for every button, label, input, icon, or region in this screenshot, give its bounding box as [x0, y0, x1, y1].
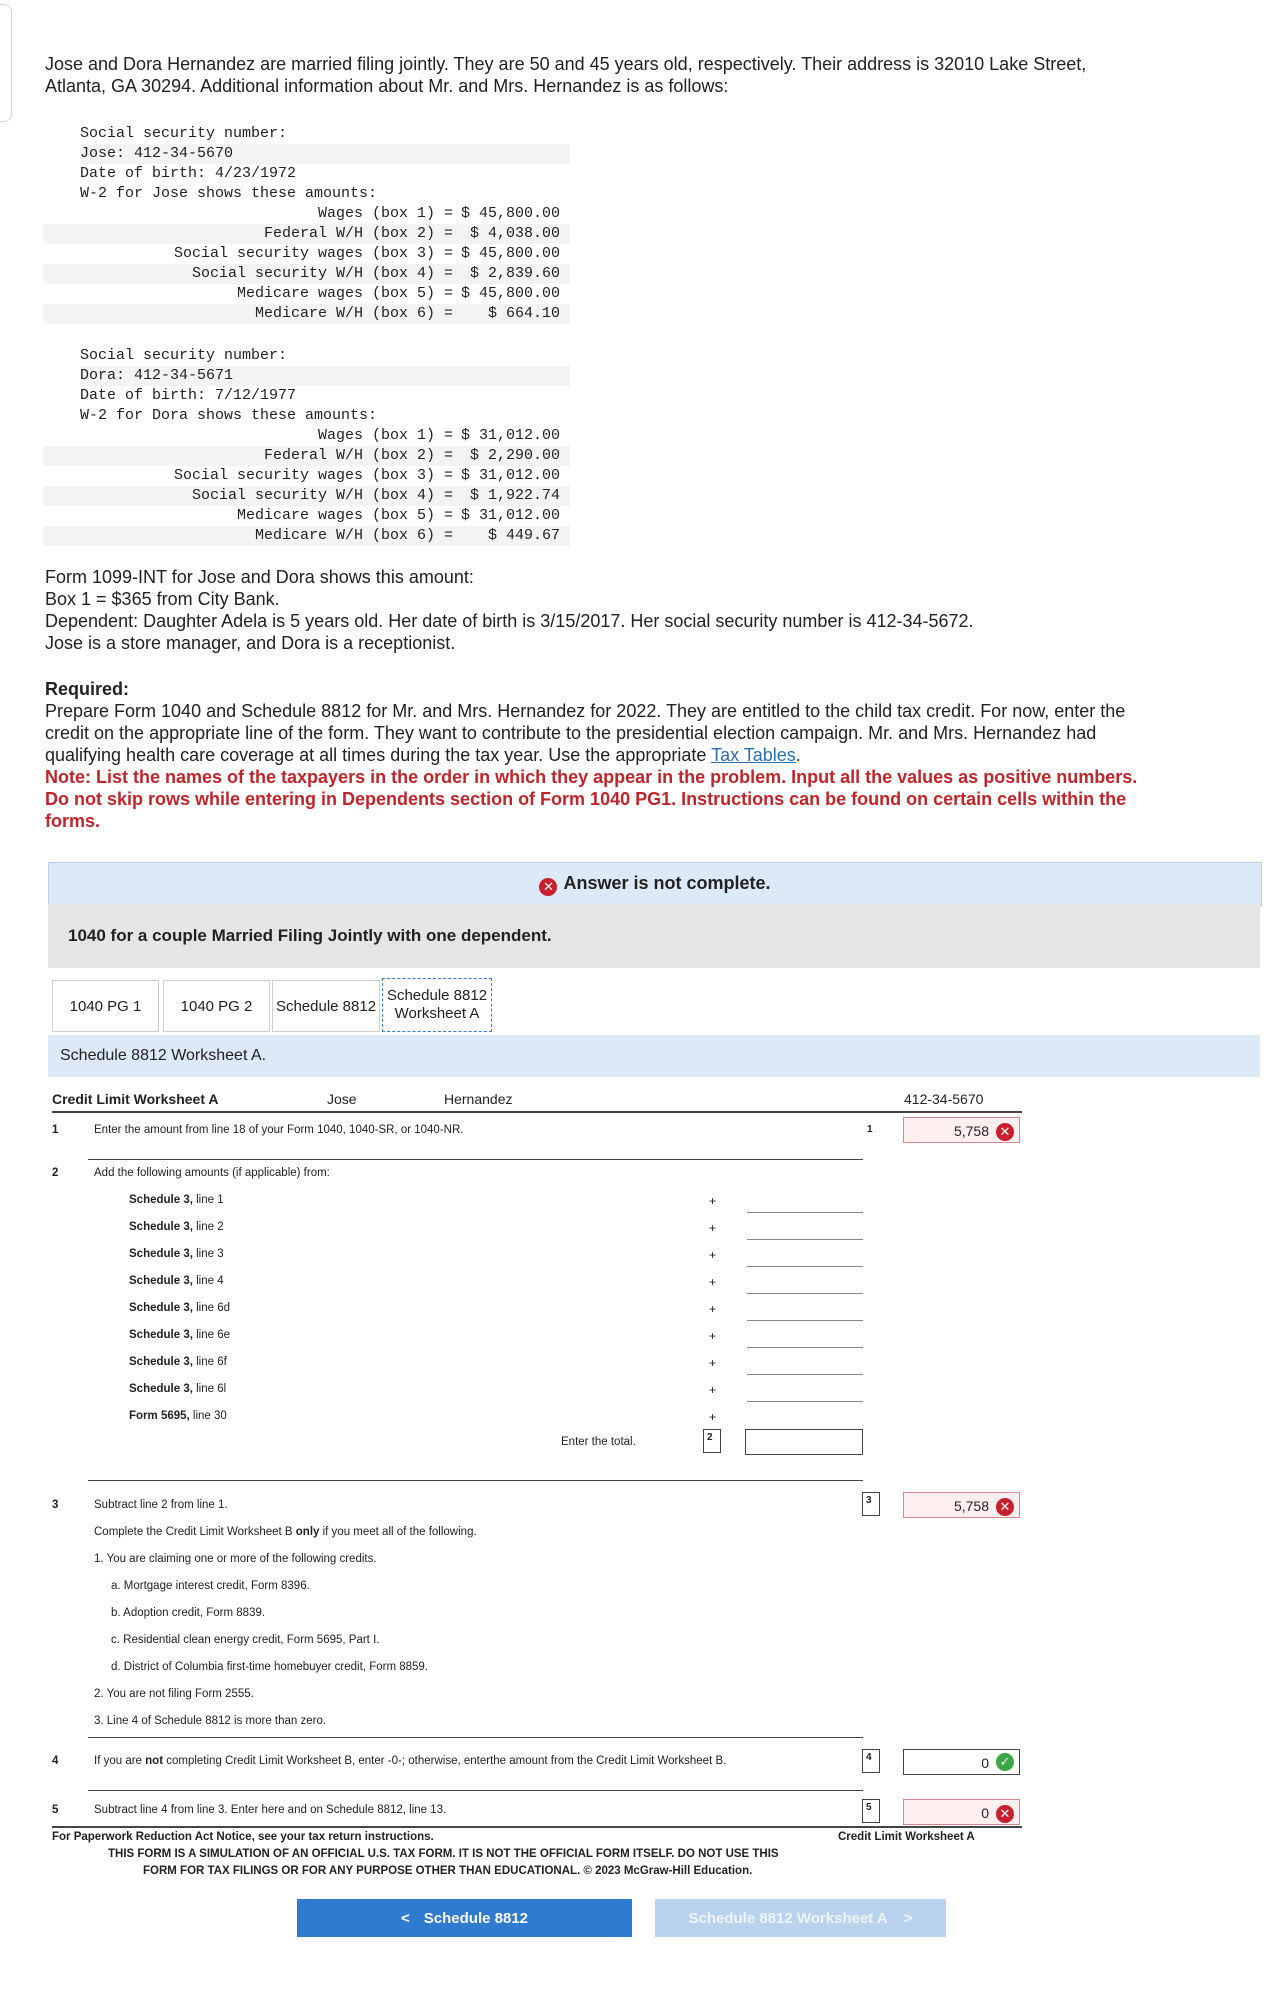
- schedule-item-input[interactable]: [747, 1347, 863, 1348]
- worksheet-ssn: 412-34-5670: [904, 1091, 984, 1107]
- left-edge-tab: [0, 4, 12, 122]
- line3-input[interactable]: [903, 1492, 1020, 1518]
- w2-row: [44, 486, 570, 506]
- line4-pre: If you are: [94, 1755, 146, 1767]
- dora-ssn: Dora: 412-34-5671: [80, 366, 570, 386]
- line2-number: 2: [52, 1167, 59, 1179]
- plus-sign: +: [709, 1194, 717, 1208]
- next-button-label: Schedule 8812 Worksheet A: [688, 1910, 888, 1927]
- schedule-item-line: line 2: [192, 1221, 224, 1233]
- header-rule: [52, 1111, 1022, 1113]
- check-circle-icon: ✓: [996, 1753, 1014, 1771]
- w2-amount: $ 664.10: [487, 305, 560, 322]
- section-bar: [48, 1035, 1260, 1077]
- w2-label: Social security wages (box 3) =: [173, 245, 453, 262]
- schedule-item-input[interactable]: [747, 1266, 863, 1267]
- schedule-item-input[interactable]: [747, 1239, 863, 1240]
- w2-amount: $ 31,012.00: [460, 427, 560, 444]
- line5-input[interactable]: [903, 1799, 1020, 1825]
- plus-sign: +: [709, 1329, 717, 1343]
- worksheet-b-post: if you meet all of the following.: [319, 1526, 477, 1538]
- schedule-item: [129, 1383, 226, 1395]
- line4-rule: [88, 1790, 863, 1791]
- w2-row: [44, 426, 570, 446]
- dependent-line: Dependent: Daughter Adela is 5 years old. Her date of birth is 3/15/2017. Her social security number is 412-34-5672.: [45, 611, 974, 631]
- x-circle-icon: ✕: [996, 1498, 1014, 1516]
- line2-total-input[interactable]: [745, 1429, 863, 1455]
- schedule-item-line: line 6d: [192, 1302, 231, 1314]
- schedule-item-line: line 1: [192, 1194, 224, 1206]
- w2-row: [44, 304, 570, 324]
- enter-total-label: Enter the total.: [561, 1436, 636, 1448]
- required-heading: Required:: [45, 679, 130, 699]
- schedule-item-input[interactable]: [747, 1401, 863, 1402]
- plus-sign: +: [709, 1410, 717, 1424]
- disclaimer-line-1: THIS FORM IS A SIMULATION OF AN OFFICIAL U.S. TAX FORM. IT IS NOT THE OFFICIAL FORM ITSELF. DO NOT USE THIS: [108, 1848, 779, 1860]
- worksheet-b-pre: Complete the Credit Limit Worksheet B: [94, 1526, 296, 1538]
- plus-sign: +: [709, 1383, 717, 1397]
- schedule-item-line: line 30: [189, 1410, 227, 1422]
- w2-row: [44, 244, 570, 264]
- footer-rule: [52, 1826, 1022, 1828]
- line4-box-number: 4: [862, 1749, 880, 1773]
- required-body: Prepare Form 1040 and Schedule 8812 for Mr. and Mrs. Hernandez for 2022. They are entitled to the child tax credit. For now, enter the credit on the appropriate line of the form. They want to contribute to the presidential election campaign. Mr. and Mrs. Hernandez had qualifying health care coverage at all times during the tax year. Use the appropriate: [45, 701, 1126, 765]
- plus-sign: +: [709, 1302, 717, 1316]
- worksheet-b-bold: only: [295, 1526, 320, 1538]
- schedule-item: [129, 1248, 224, 1260]
- tab-schedule-8812-worksheet-a[interactable]: [382, 978, 492, 1032]
- w2-amount: $ 2,290.00: [469, 447, 560, 464]
- chevron-right-icon: >: [903, 1910, 913, 1927]
- problem-intro: Jose and Dora Hernandez are married filing jointly. They are 50 and 45 years old, respectively. Their address is 32010 Lake Street, Atlanta, GA 30294. Additional information about Mr. and Mrs. Hernandez is as follows:: [45, 54, 1087, 96]
- w2-row: [44, 506, 570, 526]
- footer-form-name: Credit Limit Worksheet A: [838, 1831, 975, 1843]
- schedule-item-form: Schedule 3,: [129, 1194, 193, 1206]
- box1-line: Box 1 = $365 from City Bank.: [45, 589, 280, 609]
- w2-row: [44, 224, 570, 244]
- w2-amount: $ 45,800.00: [460, 245, 560, 262]
- worksheet-b-instruction: [94, 1526, 477, 1538]
- schedule-item-form: Schedule 3,: [129, 1275, 193, 1287]
- jose-w2-heading: W-2 for Jose shows these amounts:: [80, 185, 378, 202]
- line3-rule: [88, 1737, 863, 1738]
- line3-text: Subtract line 2 from line 1.: [94, 1499, 228, 1511]
- line2-text: Add the following amounts (if applicable) from:: [94, 1167, 330, 1179]
- condition-1c: c. Residential clean energy credit, Form 5695, Part I.: [111, 1634, 380, 1646]
- schedule-item-input[interactable]: [747, 1212, 863, 1213]
- line5-number: 5: [52, 1804, 59, 1816]
- problem-title: 1040 for a couple Married Filing Jointly with one dependent.: [68, 926, 552, 945]
- condition-1: 1. You are claiming one or more of the following credits.: [94, 1553, 377, 1565]
- schedule-item-input[interactable]: [747, 1320, 863, 1321]
- tab-label: Schedule 8812 Worksheet A: [386, 987, 488, 1022]
- required-text: [45, 700, 1145, 766]
- w2-row: [44, 526, 570, 546]
- w2-label: Federal W/H (box 2) =: [263, 225, 453, 242]
- line1-number: 1: [52, 1124, 59, 1136]
- line4-input[interactable]: [903, 1749, 1020, 1775]
- jose-ssn-label: Social security number:: [80, 125, 288, 142]
- schedule-item-line: line 6f: [192, 1356, 227, 1368]
- line4-number: 4: [52, 1755, 59, 1767]
- line4-value: 0: [981, 1755, 989, 1771]
- w2-amount: $ 45,800.00: [460, 285, 560, 302]
- tab-schedule-8812[interactable]: [272, 980, 380, 1032]
- schedule-item-form: Schedule 3,: [129, 1248, 193, 1260]
- w2-label: Medicare W/H (box 6) =: [254, 527, 453, 544]
- tax-tables-link[interactable]: Tax Tables: [711, 745, 796, 765]
- schedule-item-line: line 6e: [192, 1329, 231, 1341]
- schedule-item: [129, 1221, 224, 1233]
- prev-button-label: Schedule 8812: [423, 1910, 528, 1927]
- schedule-item: [129, 1329, 230, 1341]
- line3-number: 3: [52, 1499, 59, 1511]
- w2-label: Wages (box 1) =: [317, 427, 453, 444]
- answer-status-bar: [48, 862, 1262, 906]
- tab-label: Schedule 8812: [275, 998, 377, 1015]
- w2-label: Social security W/H (box 4) =: [191, 487, 453, 504]
- line4-bold: not: [145, 1755, 164, 1767]
- w2-amount: $ 449.67: [487, 527, 560, 544]
- dora-w2-heading: W-2 for Dora shows these amounts:: [80, 407, 378, 424]
- w2-row: [44, 284, 570, 304]
- required-note: Note: List the names of the taxpayers in the order in which they appear in the problem. Input all the values as positive numbers. Do not skip rows while entering in Dependents section of Form 1040 PG1. Instructions can be found on certain cells within the forms.: [45, 767, 1138, 831]
- schedule-item-form: Form 5695,: [129, 1410, 190, 1422]
- worksheet-title: Credit Limit Worksheet A: [52, 1091, 219, 1107]
- jose-ssn: Jose: 412-34-5670: [80, 144, 570, 164]
- line1-rule: [88, 1159, 863, 1160]
- occupation-line: Jose is a store manager, and Dora is a receptionist.: [45, 633, 456, 653]
- line1-text: Enter the amount from line 18 of your Form 1040, 1040-SR, or 1040-NR.: [94, 1124, 464, 1136]
- tab-1040-pg2[interactable]: [163, 980, 270, 1032]
- prev-schedule-8812-button[interactable]: [297, 1899, 632, 1937]
- w2-label: Social security wages (box 3) =: [173, 467, 453, 484]
- x-circle-icon: ✕: [996, 1123, 1014, 1141]
- schedule-item: [129, 1302, 230, 1314]
- line3-box-number: 3: [862, 1492, 880, 1516]
- worksheet-last-name: Hernandez: [444, 1091, 513, 1107]
- schedule-item-line: line 6l: [192, 1383, 227, 1395]
- line2-box-number: 2: [703, 1429, 721, 1453]
- line3-value: 5,758: [953, 1498, 989, 1514]
- line2-rule: [88, 1480, 863, 1481]
- answer-status-text: Answer is not complete.: [563, 873, 771, 893]
- schedule-item-form: Schedule 3,: [129, 1302, 193, 1314]
- condition-1b: b. Adoption credit, Form 8839.: [111, 1607, 266, 1619]
- w2-amount: $ 2,839.60: [469, 265, 560, 282]
- plus-sign: +: [709, 1356, 717, 1370]
- line5-box-number: 5: [862, 1799, 880, 1823]
- w2-amount: $ 1,922.74: [469, 487, 560, 504]
- schedule-item-form: Schedule 3,: [129, 1383, 193, 1395]
- condition-1a: a. Mortgage interest credit, Form 8396.: [111, 1580, 310, 1592]
- schedule-item-line: line 3: [192, 1248, 224, 1260]
- required-period: .: [795, 745, 801, 765]
- line1-box-number: 1: [867, 1124, 873, 1135]
- tab-1040-pg1[interactable]: [52, 980, 159, 1032]
- w2-amount: $ 45,800.00: [460, 205, 560, 222]
- section-title: Schedule 8812 Worksheet A.: [60, 1047, 267, 1064]
- w2-label: Medicare W/H (box 6) =: [254, 305, 453, 322]
- worksheet-first-name: Jose: [327, 1091, 357, 1107]
- w2-amount: $ 31,012.00: [460, 467, 560, 484]
- line5-text: Subtract line 4 from line 3. Enter here and on Schedule 8812, line 13.: [94, 1804, 447, 1816]
- jose-dob: Date of birth: 4/23/1972: [80, 165, 297, 182]
- schedule-item: [129, 1356, 227, 1368]
- plus-sign: +: [709, 1275, 717, 1289]
- line5-value: 0: [981, 1805, 989, 1821]
- chevron-left-icon: <: [401, 1910, 410, 1927]
- schedule-item: [129, 1275, 224, 1287]
- w2-label: Wages (box 1) =: [317, 205, 453, 222]
- dora-ssn-label: Social security number:: [80, 347, 288, 364]
- schedule-item-input[interactable]: [747, 1293, 863, 1294]
- line4-post: completing Credit Limit Worksheet B, enter -0-; otherwise, enterthe amount from the Credit Limit Worksheet B.: [163, 1755, 727, 1767]
- condition-3: 3. Line 4 of Schedule 8812 is more than zero.: [94, 1715, 327, 1727]
- schedule-item: [129, 1410, 227, 1422]
- tab-label: 1040 PG 1: [69, 998, 142, 1015]
- condition-2: 2. You are not filing Form 2555.: [94, 1688, 254, 1700]
- w2-row: [44, 264, 570, 284]
- plus-sign: +: [709, 1248, 717, 1262]
- w2-label: Medicare wages (box 5) =: [236, 507, 453, 524]
- x-circle-icon: ✕: [539, 878, 557, 896]
- x-circle-icon: ✕: [996, 1805, 1014, 1823]
- paperwork-notice: For Paperwork Reduction Act Notice, see your tax return instructions.: [52, 1831, 434, 1843]
- line1-value: 5,758: [953, 1123, 989, 1139]
- form-1099-line: Form 1099-INT for Jose and Dora shows this amount:: [45, 567, 474, 587]
- w2-row: [44, 466, 570, 486]
- w2-amount: $ 4,038.00: [469, 225, 560, 242]
- w2-label: Medicare wages (box 5) =: [236, 285, 453, 302]
- w2-label: Federal W/H (box 2) =: [263, 447, 453, 464]
- plus-sign: +: [709, 1221, 717, 1235]
- tab-label: 1040 PG 2: [180, 998, 253, 1015]
- w2-amount: $ 31,012.00: [460, 507, 560, 524]
- w2-label: Social security W/H (box 4) =: [191, 265, 453, 282]
- next-worksheet-a-button[interactable]: [655, 1899, 946, 1937]
- disclaimer-line-2: FORM FOR TAX FILINGS OR FOR ANY PURPOSE OTHER THAN EDUCATIONAL. © 2023 McGraw-Hill Education.: [143, 1865, 753, 1877]
- w2-row: [44, 204, 570, 224]
- condition-1d: d. District of Columbia first-time homebuyer credit, Form 8859.: [111, 1661, 428, 1673]
- schedule-item-line: line 4: [192, 1275, 224, 1287]
- schedule-item-input[interactable]: [747, 1374, 863, 1375]
- schedule-item-form: Schedule 3,: [129, 1356, 193, 1368]
- problem-title-band: [48, 904, 1260, 968]
- dora-dob: Date of birth: 7/12/1977: [80, 387, 297, 404]
- schedule-item-form: Schedule 3,: [129, 1329, 193, 1341]
- w2-row: [44, 446, 570, 466]
- line4-text: [94, 1755, 726, 1767]
- schedule-item-form: Schedule 3,: [129, 1221, 193, 1233]
- schedule-item: [129, 1194, 224, 1206]
- line1-input[interactable]: [903, 1117, 1020, 1143]
